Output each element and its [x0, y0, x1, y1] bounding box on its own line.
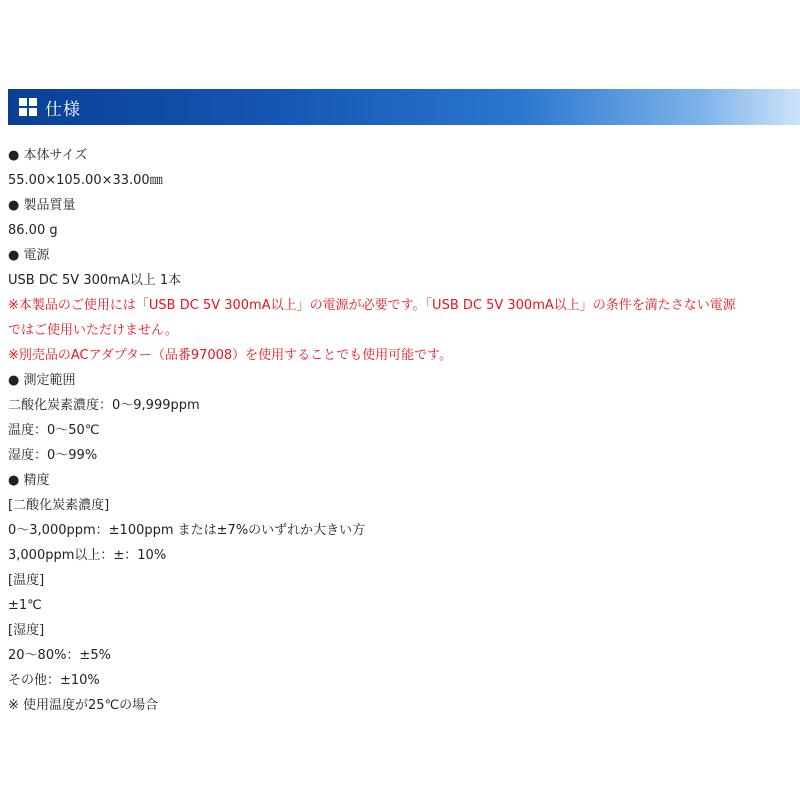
spec-line: 二酸化炭素濃度：0～9,999ppm — [8, 398, 200, 413]
spec-line: 0～3,000ppm：±100ppm または±7%のいずれか大きい方 — [8, 523, 366, 538]
spec-line: [温度] — [8, 573, 45, 588]
spec-line: ● 製品質量 — [8, 198, 76, 213]
spec-line: 55.00×105.00×33.00㎜ — [8, 173, 163, 188]
section-header — [8, 89, 800, 125]
spec-line: 3,000ppm以上：±：10% — [8, 548, 167, 563]
warning-line: ※本製品のご使用には「USB DC 5V 300mA以上」の電源が必要です。「USB DC 5V 300mA以上」の条件を満たさない電源 — [8, 298, 736, 313]
spec-line: [湿度] — [8, 623, 45, 638]
spec-line: 86.00 g — [8, 223, 58, 238]
spec-line: USB DC 5V 300mA以上 1本 — [8, 273, 182, 288]
grid-icon — [19, 98, 37, 116]
section-title: 仕様 — [45, 99, 81, 120]
spec-line: その他：±10% — [8, 673, 100, 688]
spec-line: ● 精度 — [8, 473, 50, 488]
warning-line: ※別売品のACアダプター（品番97008）を使用することでも使用可能です。 — [8, 348, 453, 363]
spec-list — [8, 143, 798, 718]
spec-line: ● 測定範囲 — [8, 373, 76, 388]
spec-line: ● 本体サイズ — [8, 148, 88, 163]
spec-line: ※ 使用温度が25℃の場合 — [8, 698, 159, 713]
spec-line: ±1℃ — [8, 598, 42, 613]
spec-line: 温度：0～50℃ — [8, 423, 100, 438]
spec-line: 湿度：0～99% — [8, 448, 98, 463]
spec-line: 20～80%：±5% — [8, 648, 111, 663]
spec-line: [二酸化炭素濃度] — [8, 498, 110, 513]
warning-line: ではご使用いただけません。 — [8, 323, 178, 338]
spec-line: ● 電源 — [8, 248, 50, 263]
